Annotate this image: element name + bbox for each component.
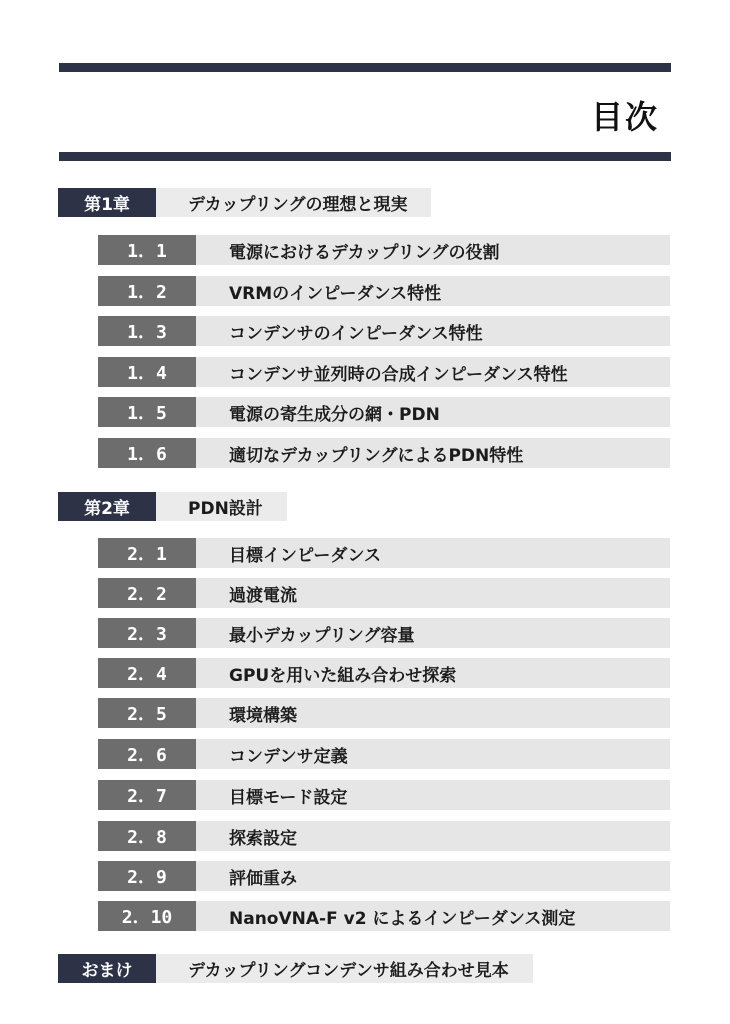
- section-number: 1．3: [98, 316, 196, 346]
- toc-entry-1-3[interactable]: [98, 316, 670, 346]
- toc-entry-2-6[interactable]: [98, 739, 670, 769]
- toc-entry-2-8[interactable]: [98, 821, 670, 851]
- chapter-tag: 第1章: [58, 188, 156, 217]
- section-title: 評価重み: [196, 861, 670, 891]
- section-number: 2．2: [98, 578, 196, 608]
- section-number: 1．5: [98, 397, 196, 427]
- toc-entry-2-1[interactable]: [98, 538, 670, 568]
- toc-entry-1-1[interactable]: [98, 235, 670, 265]
- chapter-title: デカップリングの理想と現実: [156, 188, 431, 217]
- toc-entry-2-3[interactable]: [98, 618, 670, 648]
- section-title: 最小デカップリング容量: [196, 618, 670, 648]
- chapter-title: デカップリングコンデンサ組み合わせ見本: [156, 954, 533, 983]
- toc-entry-1-2[interactable]: [98, 276, 670, 306]
- chapter-tag: 第2章: [58, 492, 156, 521]
- section-title: 適切なデカップリングによるPDN特性: [196, 438, 670, 468]
- chapter-tag: おまけ: [58, 954, 156, 983]
- section-number: 2．10: [98, 901, 196, 931]
- section-title: 過渡電流: [196, 578, 670, 608]
- toc-entry-1-4[interactable]: [98, 357, 670, 387]
- chapter-1-heading[interactable]: [58, 188, 431, 217]
- section-number: 2．5: [98, 698, 196, 728]
- toc-entry-1-6[interactable]: [98, 438, 670, 468]
- section-number: 2．6: [98, 739, 196, 769]
- header-top-rule: [59, 63, 671, 72]
- toc-entry-2-7[interactable]: [98, 780, 670, 810]
- section-title: VRMのインピーダンス特性: [196, 276, 670, 306]
- toc-entry-2-2[interactable]: [98, 578, 670, 608]
- section-title: NanoVNA-F v2 によるインピーダンス測定: [196, 901, 670, 931]
- section-number: 1．2: [98, 276, 196, 306]
- section-number: 1．1: [98, 235, 196, 265]
- section-number: 2．8: [98, 821, 196, 851]
- section-number: 2．3: [98, 618, 196, 648]
- toc-entry-2-5[interactable]: [98, 698, 670, 728]
- section-number: 1．6: [98, 438, 196, 468]
- section-title: GPUを用いた組み合わせ探索: [196, 658, 670, 688]
- toc-entry-2-10[interactable]: [98, 901, 670, 931]
- page-title: 目次: [590, 98, 659, 136]
- appendix-heading[interactable]: [58, 954, 533, 983]
- chapter-2-heading[interactable]: [58, 492, 287, 521]
- section-title: 目標モード設定: [196, 780, 670, 810]
- toc-entry-2-4[interactable]: [98, 658, 670, 688]
- section-title: 目標インピーダンス: [196, 538, 670, 568]
- section-title: コンデンサ定義: [196, 739, 670, 769]
- section-title: 電源におけるデカップリングの役割: [196, 235, 670, 265]
- section-number: 1．4: [98, 357, 196, 387]
- chapter-title: PDN設計: [156, 492, 287, 521]
- section-title: 探索設定: [196, 821, 670, 851]
- section-number: 2．7: [98, 780, 196, 810]
- header-bottom-rule: [59, 152, 671, 161]
- section-number: 2．1: [98, 538, 196, 568]
- section-title: コンデンサのインピーダンス特性: [196, 316, 670, 346]
- section-number: 2．4: [98, 658, 196, 688]
- section-title: 電源の寄生成分の網・PDN: [196, 397, 670, 427]
- section-number: 2．9: [98, 861, 196, 891]
- toc-entry-1-5[interactable]: [98, 397, 670, 427]
- section-title: コンデンサ並列時の合成インピーダンス特性: [196, 357, 670, 387]
- toc-entry-2-9[interactable]: [98, 861, 670, 891]
- section-title: 環境構築: [196, 698, 670, 728]
